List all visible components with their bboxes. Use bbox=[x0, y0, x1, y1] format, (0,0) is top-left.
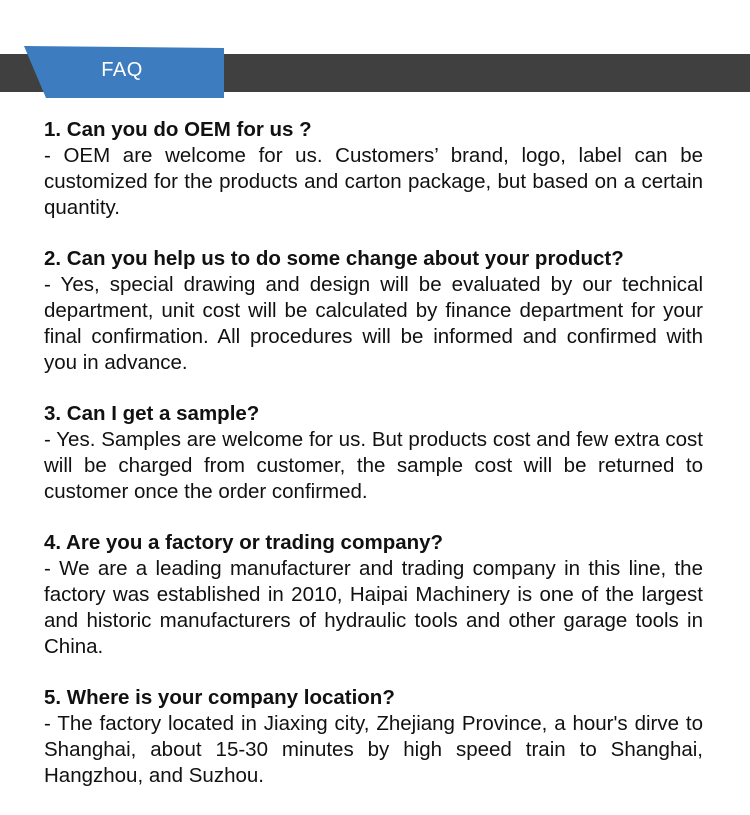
faq-answer-1: - OEM are welcome for us. Customers’ brand, logo, label can be customized for the products and carton package, but based on a certain quantity. bbox=[44, 144, 703, 219]
faq-question-4: 4. Are you a factory or trading company? bbox=[44, 531, 444, 554]
faq-item-3 bbox=[44, 401, 703, 505]
faq-tab bbox=[22, 44, 224, 98]
faq-question-1: 1. Can you do OEM for us ? bbox=[44, 118, 312, 141]
faq-item-4 bbox=[44, 530, 703, 660]
faq-answer-5: - The factory located in Jiaxing city, Zhejiang Province, a hour's dirve to Shanghai, about 15-30 minutes by high speed train to Shanghai, Hangzhou, and Suzhou. bbox=[44, 712, 703, 787]
faq-item-5 bbox=[44, 685, 703, 789]
faq-answer-2: - Yes, special drawing and design will be evaluated by our technical department, unit cost will be calculated by finance department for your final confirmation. All procedures will be informed and confirmed with you in advance. bbox=[44, 273, 703, 374]
faq-question-3: 3. Can I get a sample? bbox=[44, 402, 260, 425]
faq-list bbox=[44, 117, 703, 814]
faq-tab-label: FAQ bbox=[101, 59, 143, 81]
faq-answer-3: - Yes. Samples are welcome for us. But products cost and few extra cost will be charged from customer, the sample cost will be returned to customer once the order confirmed. bbox=[44, 428, 703, 503]
faq-item-1 bbox=[44, 117, 703, 221]
faq-question-5: 5. Where is your company location? bbox=[44, 686, 395, 709]
faq-item-2 bbox=[44, 246, 703, 376]
faq-answer-4: - We are a leading manufacturer and trading company in this line, the factory was established in 2010, Haipai Machinery is one of the largest and historic manufacturers of hydraulic tools and other garage tools in China. bbox=[44, 557, 703, 658]
faq-question-2: 2. Can you help us to do some change about your product? bbox=[44, 247, 624, 270]
